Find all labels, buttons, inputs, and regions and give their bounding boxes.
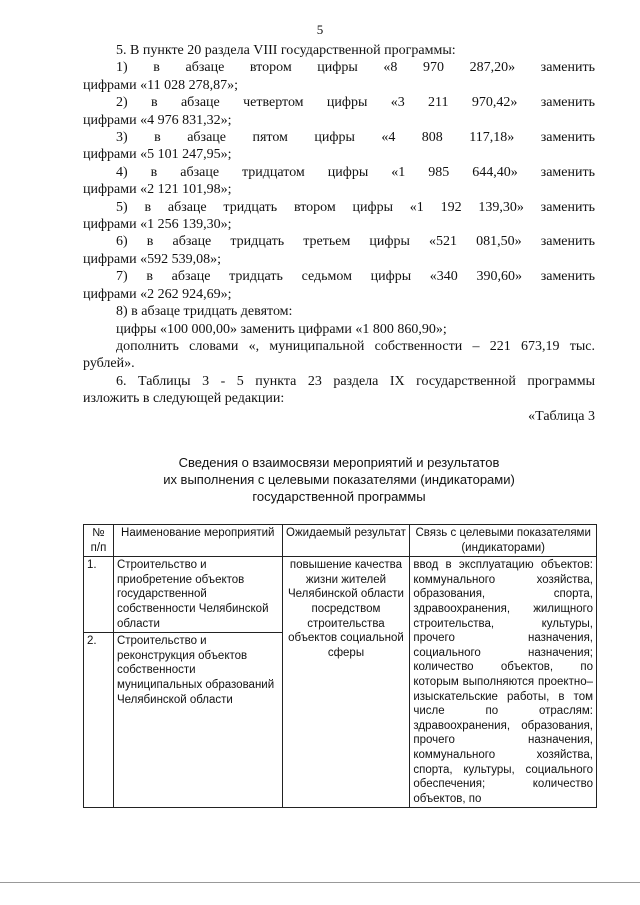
caption-line-1: Сведения о взаимосвязи мероприятий и результатов	[178, 455, 500, 470]
item-2-line-b: цифрами «4 976 831,32»;	[83, 112, 232, 128]
item-2-line-a: 2) в абзаце четвертом цифры «3 211 970,42» заменить	[116, 95, 595, 111]
indicator-link-cell: ввод в эксплуатацию объектов: коммунального хозяйства, образования, спорта, здравоохранения, жилищного строительства, культуры, прочего назначения, социального назначения; количество объектов, по которым выполняются проектно–изыскательские работы, в том числе по отраслям: здравоохранения, образования, прочего назначения, коммунального хозяйства, спорта, культуры, социального обеспечения; количество объектов, по	[410, 557, 597, 808]
item-8-replacement: цифры «100 000,00» заменить цифрами «1 800 860,90»;	[116, 321, 447, 337]
measures-table	[83, 524, 597, 808]
page-number: 5	[316, 22, 324, 37]
header-number: № п/п	[84, 525, 114, 557]
table-row	[84, 557, 597, 633]
amendment-text	[83, 42, 595, 425]
page-bottom-rule	[0, 882, 640, 883]
item-1-line-b: цифрами «11 028 278,87»;	[83, 77, 238, 93]
addition-line-a: дополнить словами «, муниципальной собственности – 221 673,19 тыс.	[116, 338, 595, 354]
table-header-row	[84, 525, 597, 557]
item-1-line-a: 1) в абзаце втором цифры «8 970 287,20» заменить	[116, 60, 595, 76]
item-4-line-b: цифрами «2 121 101,98»;	[83, 182, 232, 198]
item-6-line-b: цифрами «592 539,08»;	[83, 251, 222, 267]
row-1-number: 1.	[84, 557, 114, 633]
expected-result-cell: повышение качества жизни жителей Челябинской области посредством строительства объектов социальной сферы	[282, 557, 410, 808]
item-6-line-a: 6) в абзаце тридцать третьем цифры «521 081,50» заменить	[116, 234, 595, 250]
addition-line-b: рублей».	[83, 356, 135, 372]
header-indicator-link: Связь с целевыми показателями (индикаторами)	[410, 525, 597, 557]
item-3-line-b: цифрами «5 101 247,95»;	[83, 147, 232, 163]
header-measure-name: Наименование мероприятий	[113, 525, 282, 557]
item-7-line-a: 7) в абзаце тридцать седьмом цифры «340 390,60» заменить	[116, 269, 595, 285]
paragraph-5-heading: 5. В пункте 20 раздела VIII государственной программы:	[116, 43, 456, 58]
item-5-line-b: цифрами «1 256 139,30»;	[83, 217, 232, 233]
row-2-measure: Строительство и реконструкция объектов собственности муниципальных образований Челябинской области	[113, 633, 282, 808]
item-8-line: 8) в абзаце тридцать девятом:	[116, 304, 293, 320]
row-2-number: 2.	[84, 633, 114, 808]
item-7-line-b: цифрами «2 262 924,69»;	[83, 286, 232, 302]
item-4-line-a: 4) в абзаце тридцатом цифры «1 985 644,40» заменить	[116, 164, 595, 180]
row-1-measure: Строительство и приобретение объектов государственной собственности Челябинской области	[113, 557, 282, 633]
table-caption	[83, 454, 595, 505]
caption-line-2: их выполнения с целевыми показателями (индикаторами)	[163, 472, 515, 487]
table-reference: «Таблица 3	[528, 408, 595, 424]
item-3-line-a: 3) в абзаце пятом цифры «4 808 117,18» заменить	[116, 130, 595, 146]
item-5-line-a: 5) в абзаце тридцать втором цифры «1 192 139,30» заменить	[116, 199, 595, 215]
paragraph-6-line-a: 6. Таблицы 3 - 5 пункта 23 раздела IX государственной программы	[116, 373, 595, 389]
caption-line-3: государственной программы	[252, 489, 426, 504]
paragraph-6-line-b: изложить в следующей редакции:	[83, 391, 285, 407]
header-expected-result: Ожидаемый результат	[282, 525, 410, 557]
